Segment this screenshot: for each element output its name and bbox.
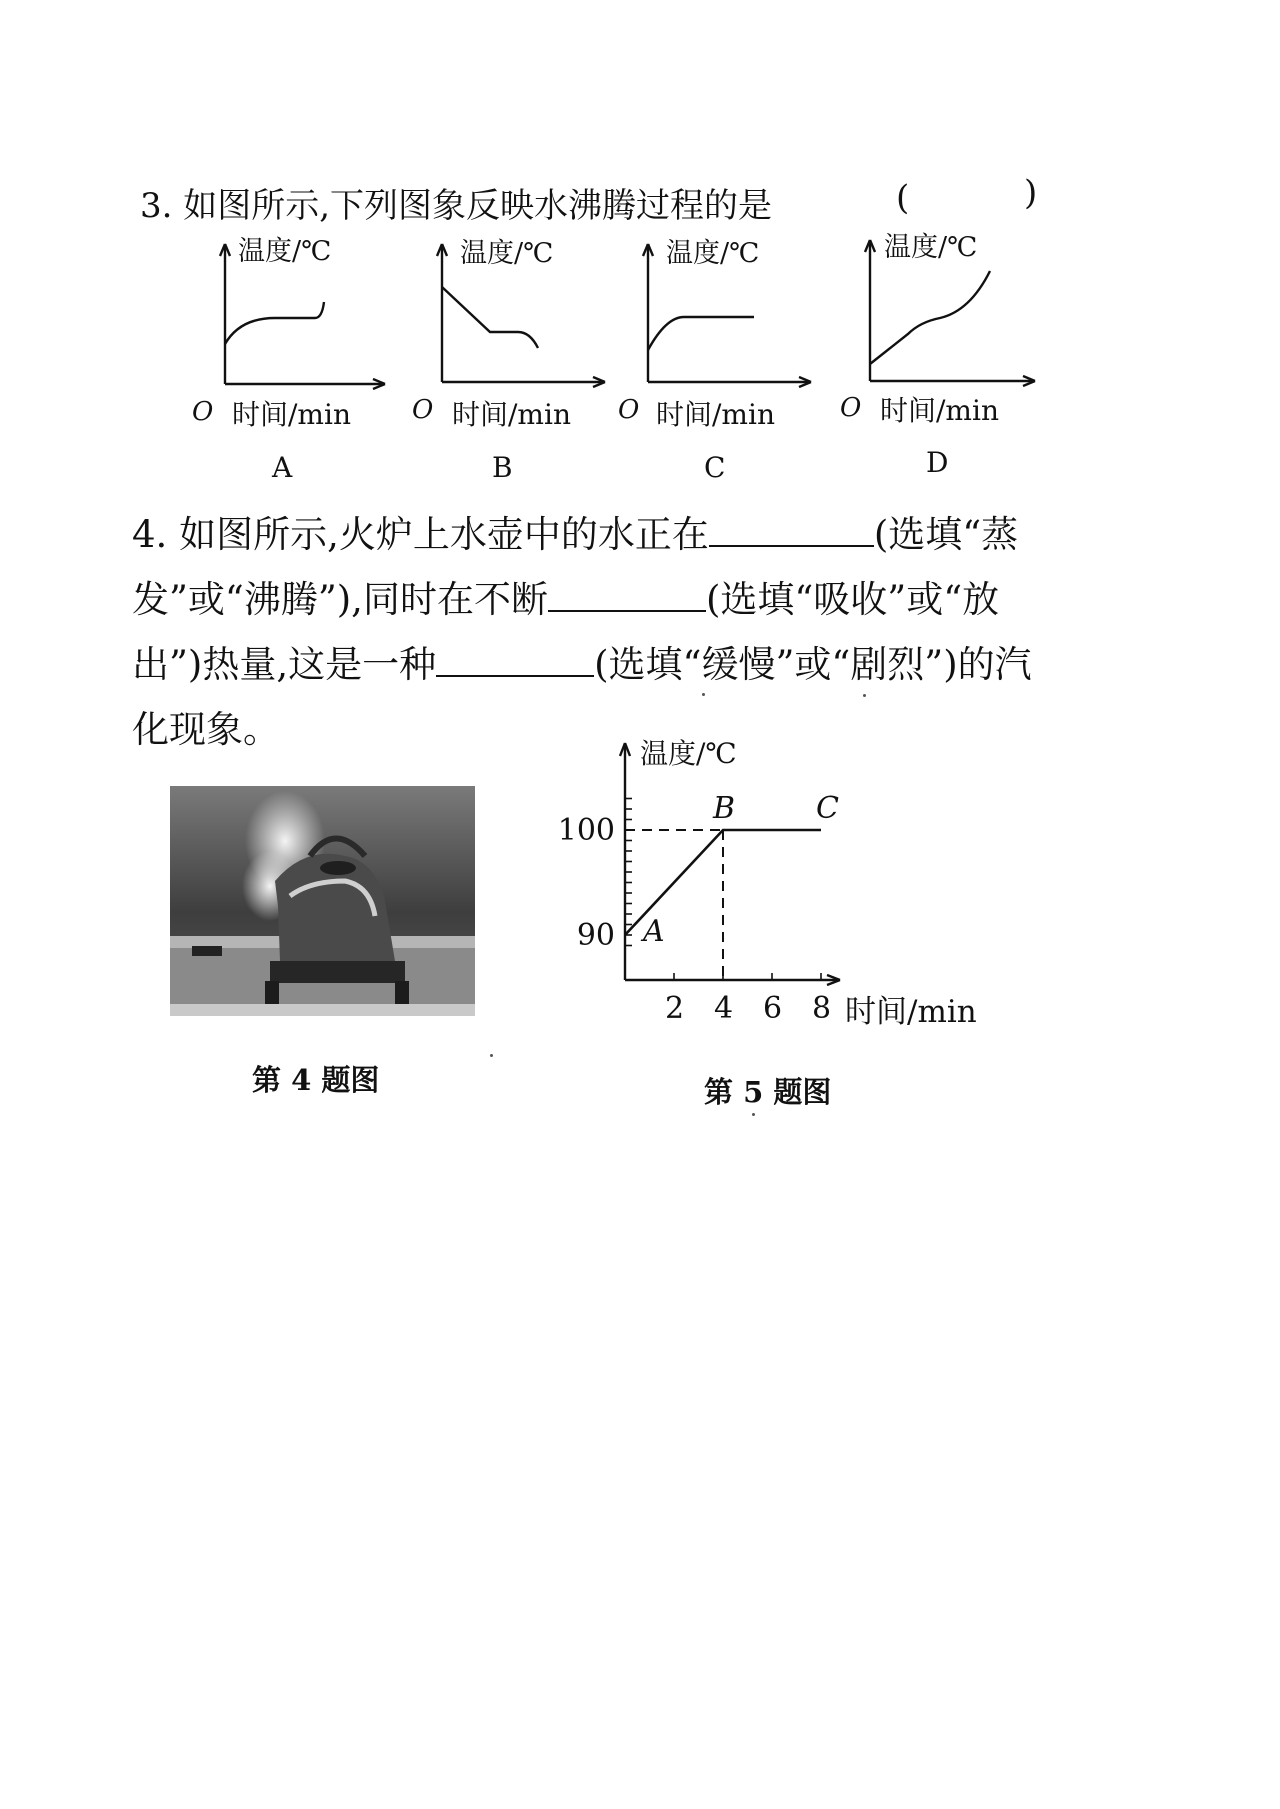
x-tick-label: 6 [763, 991, 783, 1026]
option-a-ylabel: 温度/℃ [238, 236, 332, 267]
answer-blank-3[interactable] [436, 641, 594, 677]
question-4-part-3: (选填“吸收”或“放出”)热量,这是一种 [132, 578, 1000, 686]
scan-speck [863, 694, 866, 697]
question-4-text [132, 502, 1062, 762]
answer-blank-2[interactable] [548, 576, 706, 612]
option-c-letter: C [704, 451, 726, 484]
option-a-xlabel: 时间/min [232, 398, 351, 431]
x-tick-label: 2 [665, 991, 685, 1026]
option-d-letter: D [926, 446, 949, 479]
option-d-xlabel: 时间/min [880, 394, 999, 427]
option-a-graph [180, 232, 390, 492]
answer-bracket-close: ) [1024, 173, 1038, 213]
figure-5-ylabel: 温度/℃ [640, 737, 737, 770]
question-4-part-1: 4. 如图所示,火炉上水壶中的水正在 [132, 513, 709, 556]
figure-5-chart [540, 725, 1010, 1045]
kettle-photo [170, 786, 475, 1016]
question-4-part-2: (选填“蒸发”或“沸腾”),同时在不断 [132, 513, 1019, 621]
option-b-ylabel: 温度/℃ [460, 238, 554, 269]
option-a-origin: O [192, 397, 214, 427]
figure-5-xlabel: 时间/min [845, 994, 977, 1030]
option-d-graph [830, 226, 1040, 486]
x-tick-label: 4 [714, 991, 734, 1026]
scan-speck [490, 1054, 493, 1057]
question-4-part-4: (选填“缓慢”或“剧烈”)的汽化现象。 [132, 643, 1032, 751]
x-tick-label: 8 [812, 991, 832, 1026]
option-b-graph [400, 232, 610, 492]
scan-speck [752, 1113, 755, 1116]
answer-bracket-open: ( [896, 178, 910, 218]
option-b-letter: B [492, 451, 513, 484]
option-b-origin: O [412, 395, 434, 425]
point-label-a: A [643, 914, 665, 949]
option-c-graph [606, 232, 816, 492]
option-d-origin: O [840, 393, 862, 423]
option-c-xlabel: 时间/min [656, 398, 775, 431]
y-tick-label: 90 [576, 918, 615, 953]
option-a-letter: A [272, 451, 293, 484]
scan-speck [702, 693, 705, 696]
figure-4-caption: 第 4 题图 [252, 1063, 380, 1097]
option-c-origin: O [618, 395, 640, 425]
option-c-ylabel: 温度/℃ [666, 238, 760, 269]
y-tick-label: 100 [557, 813, 615, 848]
point-label-b: B [713, 791, 736, 826]
option-b-xlabel: 时间/min [452, 398, 571, 431]
answer-blank-1[interactable] [709, 511, 874, 547]
option-d-ylabel: 温度/℃ [884, 232, 978, 263]
figure-5-caption: 第 5 题图 [704, 1075, 832, 1109]
question-3-stem: 3. 如图所示,下列图象反映水沸腾过程的是 [140, 186, 773, 226]
point-label-c: C [816, 791, 839, 826]
